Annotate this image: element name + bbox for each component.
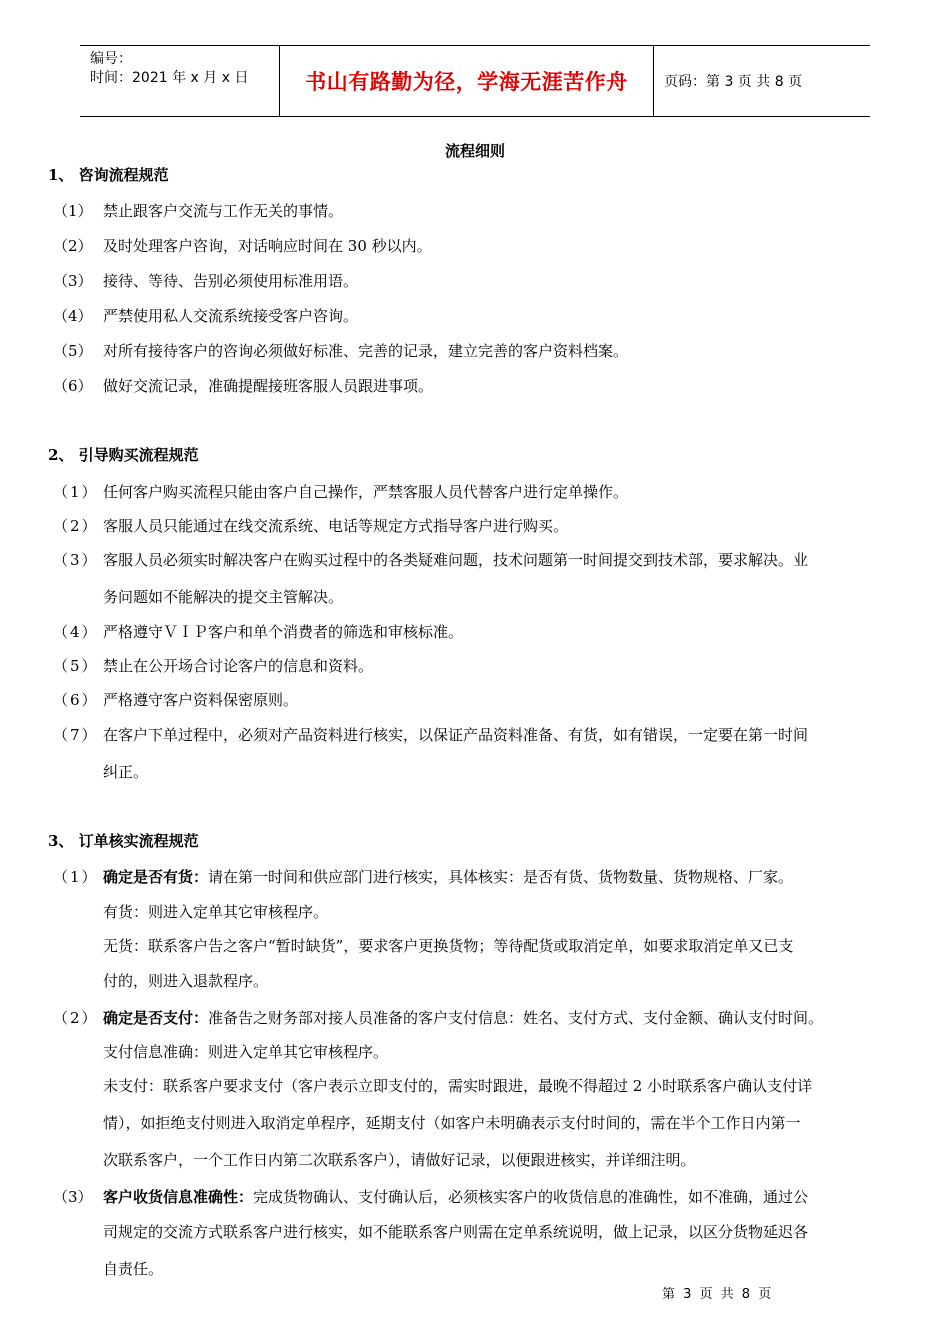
- item-extra-line: 司规定的交流方式联系客户进行核实，如不能联系客户则需在定单系统说明，做上记录，以区分货物延迟各: [103, 1223, 809, 1241]
- item-number: （4）: [53, 623, 99, 641]
- item-number: （3）: [53, 1188, 93, 1206]
- item-text-continued: 纠正。: [103, 763, 149, 781]
- item-bold-label: 确定是否支付：: [103, 1009, 209, 1027]
- item-text: 严格遵守客户资料保密原则。: [103, 691, 299, 709]
- item-text-continued: 务问题如不能解决的提交主管解决。: [103, 588, 344, 606]
- item-text: 在客户下单过程中，必须对产品资料进行核实，以保证产品资料准备、有货，如有错误，一定要在第一时间: [103, 726, 809, 744]
- item-extra-line: 自责任。: [103, 1260, 164, 1278]
- page-label: 页码：第 3 页 共 8 页: [664, 74, 803, 90]
- item-bold-label: 确定是否有货：: [103, 868, 209, 886]
- item-number: （2）: [53, 517, 99, 535]
- time-label: 时间：2021 年 x 月 x 日: [90, 70, 249, 86]
- item-text: 接待、等待、告别必须使用标准用语。: [103, 272, 359, 290]
- item-text: 严格遵守ＶＩＰ客户和单个消费者的筛选和审核标准。: [103, 623, 464, 641]
- item-text: 严禁使用私人交流系统接受客户咨询。: [103, 307, 359, 325]
- item-text: 禁止在公开场合讨论客户的信息和资料。: [103, 657, 374, 675]
- item-extra-line: 次联系客户，一个工作日内第二次联系客户），请做好记录，以便跟进核实，并详细注明。: [103, 1151, 696, 1169]
- page-footer: 第 3 页 共 8 页: [662, 1287, 774, 1302]
- item-extra-line: 情），如拒绝支付则进入取消定单程序，延期支付（如客户未明确表示支付时间的，需在半个工作日内第一: [103, 1114, 801, 1132]
- item-number: （1）: [53, 483, 99, 501]
- item-number: （6）: [53, 691, 99, 709]
- item-number: （7）: [53, 726, 99, 744]
- item-text: [103, 1186, 808, 1207]
- item-text: 对所有接待客户的咨询必须做好标准、完善的记录，建立完善的客户资料档案。: [103, 342, 629, 360]
- item-body: 准备告之财务部对接人员准备的客户支付信息：姓名、支付方式、支付金额、确认支付时间。: [208, 1009, 824, 1027]
- item-text: 禁止跟客户交流与工作无关的事情。: [103, 202, 344, 220]
- document-title: 流程细则: [444, 142, 505, 160]
- item-number: （6）: [53, 377, 93, 395]
- section-title: 2、 引导购买流程规范: [48, 446, 199, 464]
- item-number: （1）: [53, 868, 99, 886]
- header-table: [80, 45, 870, 117]
- item-number: （4）: [53, 307, 93, 325]
- section-title: 1、 咨询流程规范: [48, 166, 169, 184]
- item-extra-line: 支付信息准确：则进入定单其它审核程序。: [103, 1043, 389, 1061]
- motto: 书山有路勤为径，学海无涯苦作舟: [280, 46, 654, 116]
- item-number: （3）: [53, 272, 93, 290]
- header-info: [80, 46, 280, 116]
- item-number: （5）: [53, 657, 99, 675]
- item-text: 客服人员只能通过在线交流系统、电话等规定方式指导客户进行购买。: [103, 517, 569, 535]
- section-title: 3、 订单核实流程规范: [48, 832, 199, 850]
- item-text: [103, 866, 793, 887]
- item-text: [103, 1007, 823, 1028]
- item-number: （3）: [53, 551, 99, 569]
- item-body: 请在第一时间和供应部门进行核实，具体核实：是否有货、货物数量、货物规格、厂家。: [208, 868, 794, 886]
- item-bold-label: 客户收货信息准确性：: [103, 1188, 254, 1206]
- item-number: （2）: [53, 1009, 99, 1027]
- item-number: （5）: [53, 342, 93, 360]
- item-extra-line: 无货：联系客户告之客户“暂时缺货”，要求客户更换货物；等待配货或取消定单，如要求取消定单又已支: [103, 937, 794, 955]
- item-number: （1）: [53, 202, 93, 220]
- item-text: 任何客户购买流程只能由客户自己操作，严禁客服人员代替客户进行定单操作。: [103, 483, 629, 501]
- item-text: 做好交流记录，准确提醒接班客服人员跟进事项。: [103, 377, 434, 395]
- item-text: 及时处理客户咨询，对话响应时间在 30 秒以内。: [103, 237, 432, 255]
- item-extra-line: 未支付：联系客户要求支付（客户表示立即支付的，需实时跟进，最晚不得超过 2 小时联系客户确认支付详: [103, 1077, 813, 1095]
- item-number: （2）: [53, 237, 93, 255]
- item-extra-line: 付的，则进入退款程序。: [103, 972, 269, 990]
- number-label: 编号：: [90, 51, 132, 67]
- item-extra-line: 有货：则进入定单其它审核程序。: [103, 903, 329, 921]
- item-body: 完成货物确认、支付确认后，必须核实客户的收货信息的准确性，如不准确，通过公: [253, 1188, 809, 1206]
- item-text: 客服人员必须实时解决客户在购买过程中的各类疑难问题，技术问题第一时间提交到技术部，要求解决。业: [103, 551, 809, 569]
